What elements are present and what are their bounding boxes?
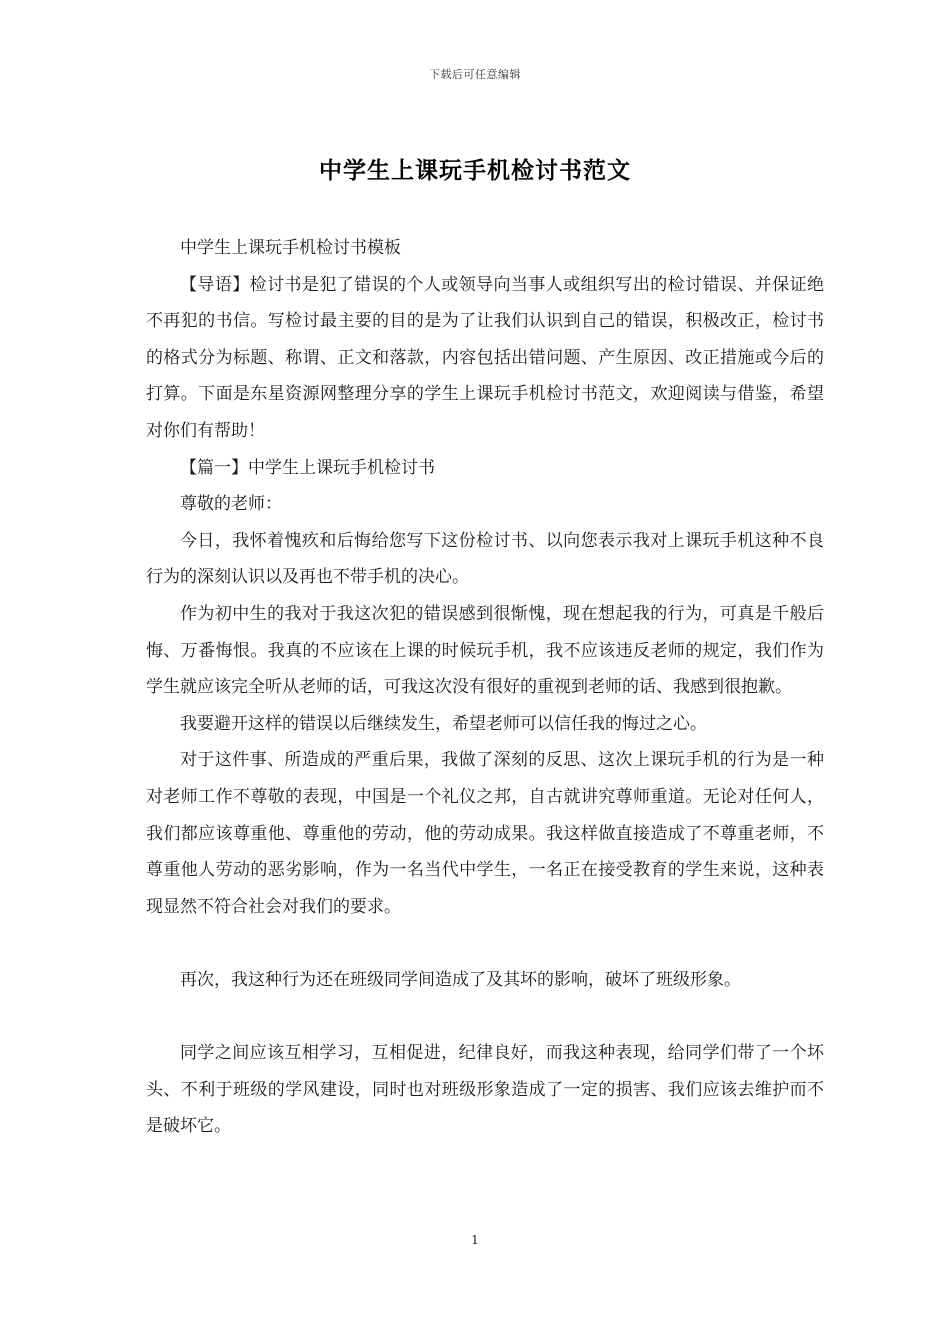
paragraph-body: 再次，我这种行为还在班级同学间造成了及其坏的影响，破坏了班级形象。 <box>180 969 741 990</box>
paragraph-spacer <box>146 925 824 962</box>
header-note: 下载后可任意编辑 <box>429 68 521 81</box>
page-number: 1 <box>471 1233 479 1247</box>
document-title: 中学生上课玩手机检讨书范文 <box>319 157 631 184</box>
paragraph-section-heading: 【篇一】中学生上课玩手机检讨书 <box>180 457 435 478</box>
paragraph-body: 对于这件事、所造成的严重后果，我做了深刻的反思、这次上课玩手机的行为是一种对老师工作不尊敬的表现，中国是一个礼仪之邦，自古就讲究尊师重道。无论对任何人，我们都应该尊重他、尊重他的劳动，他的劳动成果。我这样做直接造成了不尊重老师，不尊重他人劳动的恶劣影响，作为一名当代中学生，一名正在接受教育的学生来说，这种表现显然不符合社会对我们的要求。 <box>146 750 824 917</box>
paragraph-body: 今日，我怀着愧疚和后悔给您写下这份检讨书、以向您表示我对上课玩手机这种不良行为的深刻认识以及再也不带手机的决心。 <box>146 530 824 588</box>
paragraph-intro: 【导语】检讨书是犯了错误的个人或领导向当事人或组织写出的检讨错误、并保证绝不再犯的书信。写检讨最主要的目的是为了让我们认识到自己的错误，积极改正，检讨书的格式分为标题、称谓、正文和落款，内容包括出错问题、产生原因、改正措施或今后的打算。下面是东星资源网整理分享的学生上课玩手机检讨书范文，欢迎阅读与借鉴，希望对你们有帮助！ <box>146 274 824 441</box>
paragraph-body: 同学之间应该互相学习，互相促进，纪律良好，而我这种表现，给同学们带了一个坏头、不利于班级的学风建设，同时也对班级形象造成了一定的损害、我们应该去维护而不是破坏它。 <box>146 1043 824 1137</box>
paragraph-salutation: 尊敬的老师： <box>180 494 282 515</box>
paragraph-spacer <box>146 998 824 1035</box>
paragraph-subtitle: 中学生上课玩手机检讨书模板 <box>180 238 401 258</box>
paragraph-body: 我要避开这样的错误以后继续发生，希望老师可以信任我的悔过之心。 <box>180 713 707 734</box>
paragraph-body: 作为初中生的我对于我这次犯的错误感到很惭愧，现在想起我的行为，可真是千般后悔、万番悔恨。我真的不应该在上课的时候玩手机，我不应该违反老师的规定，我们作为学生就应该完全听从老师的话，可我这次没有很好的重视到老师的话、我感到很抱歉。 <box>146 603 824 698</box>
document-body <box>146 230 824 1145</box>
